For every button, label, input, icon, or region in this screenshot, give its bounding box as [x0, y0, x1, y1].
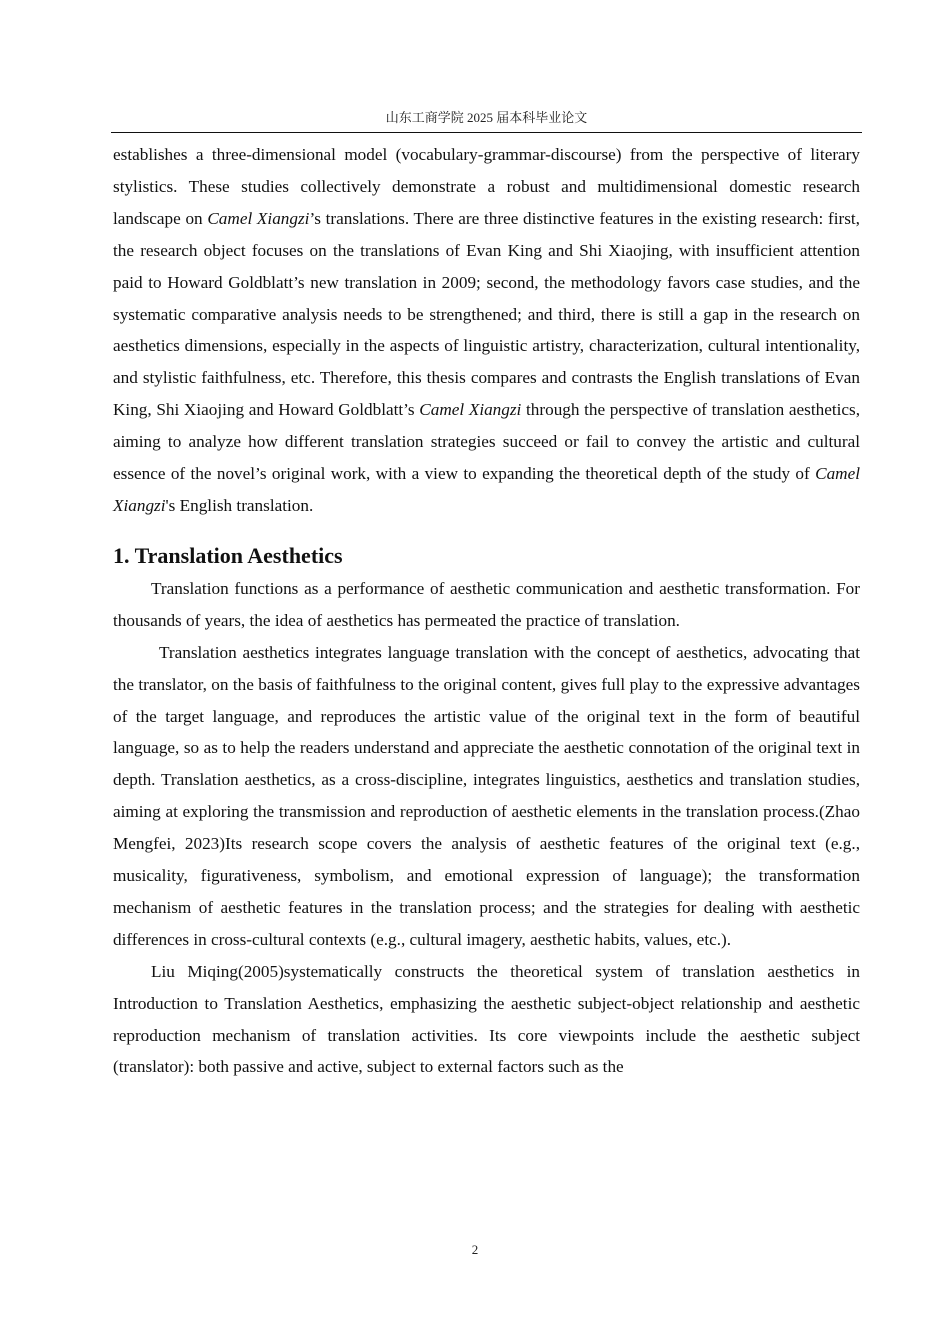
- section-paragraph-2: Translation aesthetics integrates language translation with the concept of aesthetics, advocating that the translator, on the basis of faithfulness to the original content, gives full play to the expressive advantages of the target language, and reproduces the artistic value of the original text in the form of beautiful language, so as to help the readers understand and appreciate the aesthetic connotation of the original text in depth. Translation aesthetics, as a cross-discipline, integrates linguistics, aesthetics and translation studies, aiming at exploring the transmission and reproduction of aesthetic elements in the translation process.(Zhao Mengfei, 2023)Its research scope covers the analysis of aesthetic features of the original text (e.g., musicality, figurativeness, symbolism, and emotional expression of language); the transformation mechanism of aesthetic features in the translation process; and the strategies for dealing with aesthetic differences in cross-cultural contexts (e.g., cultural imagery, aesthetic habits, values, etc.).: [113, 642, 860, 949]
- header-rule: [111, 132, 862, 133]
- intro-text-3: through the perspective of translation aesthetics, aiming to analyze how different translation strategies succeed or fail to convey the artistic and cultural essence of the novel’s original work, with a view to expanding the theoretical depth of the study of: [113, 400, 860, 484]
- section-paragraph-1: Translation functions as a performance of aesthetic communication and aesthetic transformation. For thousands of years, the idea of aesthetics has permeated the practice of translation.: [113, 578, 860, 630]
- book-title-1: Camel Xiangzi: [207, 208, 310, 228]
- page-number: 2: [471, 1242, 479, 1257]
- intro-text-2: ’s translations. There are three distinctive features in the existing research: first, the research object focuses on the translations of Evan King and Shi Xiaojing, with insufficient attention paid to Howard Goldblatt’s new translation in 2009; second, the methodology favors case studies, and the systematic comparative analysis needs to be strengthened; and third, there is still a gap in the research on aesthetics dimensions, especially in the aspects of linguistic artistry, characterization, cultural intentionality, and stylistic faithfulness, etc. Therefore, this thesis compares and contrasts the English translations of Evan King, Shi Xiaojing and Howard Goldblatt’s: [113, 208, 860, 420]
- book-title-3: Camel Xiangzi: [113, 464, 860, 515]
- intro-paragraph: [113, 139, 860, 522]
- intro-text-4: 's English translation.: [165, 495, 314, 515]
- section-paragraph-3: Liu Miqing(2005)systematically constructs the theoretical system of translation aesthetics in Introduction to Translation Aesthetics, emphasizing the aesthetic subject-object relationship and aesthetic reproduction mechanism of translation activities. Its core viewpoints include the aesthetic subject (translator): both passive and active, subject to external factors such as the: [113, 961, 860, 1077]
- section-heading: 1. Translation Aesthetics: [113, 542, 343, 568]
- intro-text-1: establishes a three-dimensional model (vocabulary-grammar-discourse) from the perspective of literary stylistics. These studies collectively demonstrate a robust and multidimensional domestic research landscape on: [113, 145, 860, 228]
- page-body: [113, 139, 860, 1083]
- running-header: 山东工商学院 2025 届本科毕业论文: [385, 110, 588, 125]
- book-title-2: Camel Xiangzi: [419, 400, 522, 420]
